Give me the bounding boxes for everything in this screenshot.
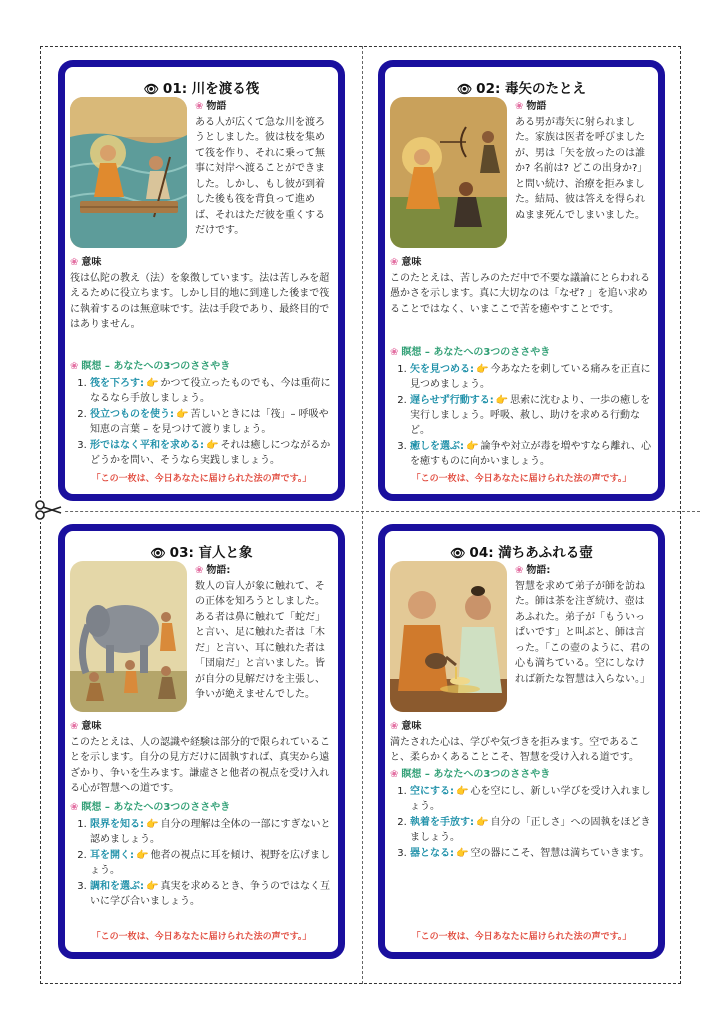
flower-icon: ❀ <box>390 347 399 358</box>
scissors-icon <box>34 498 64 522</box>
story-text: 数人の盲人が象に触れて、その正体を知ろうとしました。ある者は鼻に触れて「蛇だ」と言い、足に触れた者は「木だ」と言い、耳に触れた者は「団扇だ」と言いました。皆が自分の見解だけを主張し、争いが絶えませんでした。 <box>195 580 325 700</box>
eye-icon: 👁 <box>450 546 466 560</box>
meditation-section: ❀ 瞑想 – あなたへの3つのささやき 1. 筏を下ろす: 👉 かつて役立ったものでも、今は重荷になるなら手放しましょう。 2. 役立つものを使う: 👉 苦しいときには「筏」– 呼吸や知恵の言葉 – を見つけて渡りましょう。 3. 形ではなく平和を求める: 👉 それは癒しにつながるかどうかを問い、そうなら実践しましょう。 <box>70 359 332 469</box>
meditation-section: ❀ 瞑想 – あなたへの3つのささやき 1. 矢を見つめる: 👉 今あなたを刺している痛みを正直に見つめましょう。 2. 遅らせず行動する: 👉 思索に沈むより、一歩の癒しを実行しましょう。呼吸、赦し、助けを求める行動など。 3. 癒しを選ぶ: 👉 論争や対立が毒を増やすなら離れ、心を癒すものに向かいましょう。 <box>390 345 652 470</box>
meaning-section: ❀ 意味 筏は仏陀の教え（法）を象徴しています。法は苦しみを超えるために役立ちます。しかし目的地に到達した後まで筏に執着するのは無意味です。法は手段であり、最終目的ではありません。 <box>70 255 332 333</box>
dharma-card-overflowing-cup <box>378 524 665 959</box>
meaning-text: このたとえは、苦しみのただ中で不要な議論にとらわれる愚かさを示します。真に大切なのは「なぜ? 」を追い求めることではなく、いまここで苦を癒やすことです。 <box>390 272 650 315</box>
flower-icon: ❀ <box>390 769 399 780</box>
pointing-hand-icon: 👉 <box>206 440 219 451</box>
eye-icon: 👁 <box>150 546 166 560</box>
meditation-list <box>390 362 652 469</box>
dharma-card-blind-men <box>58 524 345 959</box>
eye-icon: 👁 <box>456 82 473 96</box>
meaning-text: このたとえは、人の認識や経験は部分的で限られていることを示します。自分の見方だけに固執すれば、真実から遠ざかり、争いを生みます。謙虚さと他者の視点を受け入れる心が智慧への道です。 <box>70 736 330 794</box>
card-footer: 「この一枚は、今日あなたに届けられた法の声です。」 <box>91 474 312 484</box>
list-item: 2. 執着を手放す: 👉 自分の「正しさ」への固執をほどきましょう。 <box>410 815 652 845</box>
meaning-section: ❀ 意味 このたとえは、苦しみのただ中で不要な議論にとらわれる愚かさを示します。真に大切なのは「なぜ? 」を追い求めることではなく、いまここで苦を癒やすことです。 <box>390 255 652 317</box>
story-section: ❀ 物語: 智慧を求めて弟子が師を訪ねた。師は茶を注ぎ続け、壺はあふれた。弟子が「もういっぱいです」と叫ぶと、師は言った。「この壺のように、君の心も満ちている。空にしなければ新たな智慧は入らない。」 <box>515 563 652 687</box>
flower-icon: ❀ <box>515 101 524 112</box>
card-title: 👁 01: 川を渡る筏 <box>143 81 260 97</box>
meaning-section: ❀ 意味 このたとえは、人の認識や経験は部分的で限られていることを示します。自分の見方だけに固執すれば、真実から遠ざかり、争いを生みます。謙虚さと他者の視点を受け入れる心が智慧への道です。 <box>70 719 332 797</box>
pointing-hand-icon: 👉 <box>456 786 469 797</box>
meaning-text: 筏は仏陀の教え（法）を象徴しています。法は苦しみを超えるために役立ちます。しかし目的地に到達した後まで筏に執着するのは無意味です。法は手段であり、最終目的ではありません。 <box>70 272 330 330</box>
pointing-hand-icon: 👉 <box>146 881 159 892</box>
list-item: 1. 空にする: 👉 心を空にし、新しい学びを受け入れましょう。 <box>410 784 652 814</box>
story-section: ❀ 物語 ある男が毒矢に射られました。家族は医者を呼びましたが、男は「矢を放ったのは誰か? 名前は? どこの出身か?」と問い続け、治療を拒みました。結局、彼は答えを得られぬまま死んでしまいました。 <box>515 99 652 223</box>
meditation-section: ❀ 瞑想 – あなたへの3つのささやき 1. 限界を知る: 👉 自分の理解は全体の一部にすぎないと認めましょう。 2. 耳を開く: 👉 他者の視点に耳を傾け、視野を広げましょう。 3. 調和を選ぶ: 👉 真実を求めるとき、争うのではなく互いに学び合いましょう。 <box>70 800 332 910</box>
meaning-text: 満たされた心は、学びや気づきを拒みます。空であること、柔らかくあることこそ、智慧を受け入れる道です。 <box>390 736 640 763</box>
list-item: 3. 調和を選ぶ: 👉 真実を求めるとき、争うのではなく互いに学び合いましょう。 <box>90 879 332 909</box>
meaning-section: ❀ 意味 満たされた心は、学びや気づきを拒みます。空であること、柔らかくあることこそ、智慧を受け入れる道です。 <box>390 719 652 766</box>
story-section: ❀ 物語: 数人の盲人が象に触れて、その正体を知ろうとしました。ある者は鼻に触れて「蛇だ」と言い、足に触れた者は「木だ」と言い、耳に触れた者は「団扇だ」と言いました。皆が自分の見解だけを主張し、争いが絶えませんでした。 <box>195 563 332 703</box>
flower-icon: ❀ <box>70 721 79 732</box>
story-text: ある人が広くて急な川を渡ろうとしました。彼は枝を集めて筏を作り、それに乗って無事に対岸へ渡ることができました。しかし、もし彼が到着した後も筏を背負って進めば、それはただ彼を重くするだけです。 <box>195 116 325 236</box>
list-item: 3. 癒しを選ぶ: 👉 論争や対立が毒を増やすなら離れ、心を癒すものに向かいましょう。 <box>410 439 652 469</box>
flower-icon: ❀ <box>70 361 79 372</box>
pointing-hand-icon: 👉 <box>476 817 489 828</box>
story-text: ある男が毒矢に射られました。家族は医者を呼びましたが、男は「矢を放ったのは誰か? 名前は? どこの出身か?」と問い続け、治療を拒みました。結局、彼は答えを得られぬまま死んでしまいました。 <box>515 116 648 221</box>
list-item: 2. 役立つものを使う: 👉 苦しいときには「筏」– 呼吸や知恵の言葉 – を見つけて渡りましょう。 <box>90 407 332 437</box>
flower-icon: ❀ <box>70 257 79 268</box>
flower-icon: ❀ <box>195 565 204 576</box>
story-text: 智慧を求めて弟子が師を訪ねた。師は茶を注ぎ続け、壺はあふれた。弟子が「もういっぱいです」と叫ぶと、師は言った。「この壺のように、君の心も満ちている。空にしなければ新たな智慧は入らない。」 <box>515 580 650 685</box>
flower-icon: ❀ <box>195 101 204 112</box>
overflowing-cup-illustration <box>390 561 507 712</box>
eye-icon: 👁 <box>143 82 159 96</box>
vertical-cut-line <box>362 46 363 984</box>
card-footer: 「この一枚は、今日あなたに届けられた法の声です。」 <box>91 932 312 942</box>
list-item: 2. 耳を開く: 👉 他者の視点に耳を傾け、視野を広げましょう。 <box>90 848 332 878</box>
pointing-hand-icon: 👉 <box>456 848 469 859</box>
list-item: 1. 限界を知る: 👉 自分の理解は全体の一部にすぎないと認めましょう。 <box>90 817 332 847</box>
meditation-list <box>70 817 332 909</box>
elephant-illustration <box>70 561 187 712</box>
flower-icon: ❀ <box>390 721 399 732</box>
story-section: ❀ 物語 ある人が広くて急な川を渡ろうとしました。彼は枝を集めて筏を作り、それに乗って無事に対岸へ渡ることができました。しかし、もし彼が到着した後も筏を背負って進めば、それはただ彼を重くするだけです。 <box>195 99 332 239</box>
poison-arrow-illustration <box>390 97 507 248</box>
pointing-hand-icon: 👉 <box>146 819 159 830</box>
list-item: 2. 遅らせず行動する: 👉 思索に沈むより、一歩の癒しを実行しましょう。呼吸、赦し、助けを求める行動など。 <box>410 393 652 438</box>
flower-icon: ❀ <box>390 257 399 268</box>
pointing-hand-icon: 👉 <box>176 409 189 420</box>
dharma-card-poison-arrow <box>378 60 665 501</box>
dharma-card-raft <box>58 60 345 501</box>
list-item: 3. 形ではなく平和を求める: 👉 それは癒しにつながるかどうかを問い、そうなら実践しましょう。 <box>90 438 332 468</box>
meditation-list <box>390 784 652 861</box>
card-footer: 「この一枚は、今日あなたに届けられた法の声です。」 <box>411 932 632 942</box>
pointing-hand-icon: 👉 <box>476 364 489 375</box>
meditation-section: ❀ 瞑想 – あなたへの3つのささやき 1. 空にする: 👉 心を空にし、新しい学びを受け入れましょう。 2. 執着を手放す: 👉 自分の「正しさ」への固執をほどきましょう。 3. 器となる: 👉 空の器にこそ、智慧は満ちていきます。 <box>390 767 652 862</box>
card-title: 👁 03: 盲人と象 <box>150 545 253 561</box>
pointing-hand-icon: 👉 <box>136 850 149 861</box>
card-title: 👁 02: 毒矢のたとえ <box>456 81 587 97</box>
meditation-list <box>70 376 332 468</box>
card-footer: 「この一枚は、今日あなたに届けられた法の声です。」 <box>411 474 632 484</box>
flower-icon: ❀ <box>70 802 79 813</box>
pointing-hand-icon: 👉 <box>466 441 479 452</box>
flower-icon: ❀ <box>515 565 524 576</box>
pointing-hand-icon: 👉 <box>146 378 159 389</box>
card-title: 👁 04: 満ちあふれる壺 <box>450 545 593 561</box>
list-item: 3. 器となる: 👉 空の器にこそ、智慧は満ちていきます。 <box>410 846 652 861</box>
raft-illustration <box>70 97 187 248</box>
pointing-hand-icon: 👉 <box>495 395 509 406</box>
horizontal-cut-line <box>40 511 700 512</box>
list-item: 1. 矢を見つめる: 👉 今あなたを刺している痛みを正直に見つめましょう。 <box>410 362 652 392</box>
list-item: 1. 筏を下ろす: 👉 かつて役立ったものでも、今は重荷になるなら手放しましょう。 <box>90 376 332 406</box>
